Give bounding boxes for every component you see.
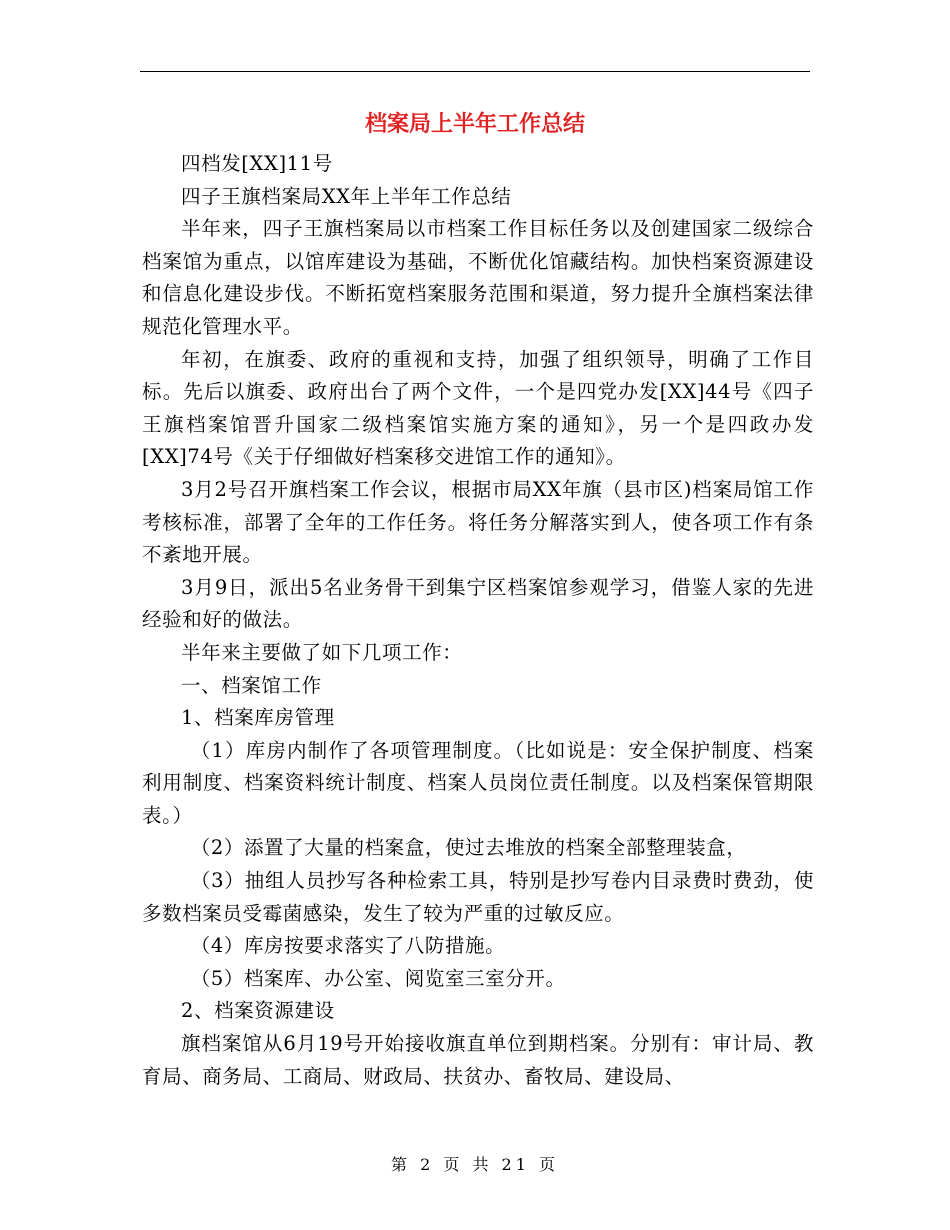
paragraph: 旗档案馆从6月19号开始接收旗直单位到期档案。分别有：审计局、教育局、商务局、工商局、财政局、扶贫办、畜牧局、建设局、 xyxy=(142,1032,814,1088)
section-heading: 一、档案馆工作 xyxy=(181,673,322,697)
list-item: （4）库房按要求落实了八防措施。 xyxy=(190,934,506,958)
subsection-heading: 2、档案资源建设 xyxy=(181,999,335,1023)
list-item: （5）档案库、办公室、阅览室三室分开。 xyxy=(190,966,566,990)
paragraph: 3月9日，派出5名业务骨干到集宁区档案馆参观学习，借鉴人家的先进经验和好的做法。 xyxy=(142,575,814,632)
subsection-heading: 1、档案库房管理 xyxy=(181,706,335,730)
paragraph: 3月2号召开旗档案工作会议，根据市局XX年旗（县市区)档案局馆工作考核标准，部署了全年的工作任务。将任务分解落实到人，使各项工作有条不紊地开展。 xyxy=(142,477,814,567)
document-title: 档案局上半年工作总结 xyxy=(364,112,585,137)
paragraph: 半年来主要做了如下几项工作： xyxy=(181,640,463,664)
page-footer: 第 2 页 共 21 页 xyxy=(391,1155,559,1174)
paragraph: 年初，在旗委、政府的重视和支持，加强了组织领导，明确了工作目标。先后以旗委、政府出台了两个文件，一个是四党办发[XX]44号《四子王旗档案馆晋升国家二级档案馆实施方案的通知》，另一个是四政办发[XX]74号《关于仔细做好档案移交进馆工作的通知》。 xyxy=(142,347,814,469)
document-body xyxy=(142,148,814,1093)
list-item: （2）添置了大量的档案盒，使过去堆放的档案全部整理装盒， xyxy=(190,836,747,860)
list-item: （3）抽组人员抄写各种检索工具，特别是抄写卷内目录费时费劲，使多数档案员受霉菌感染，发生了较为严重的过敏反应。 xyxy=(142,869,814,925)
paragraph: 四子王旗档案局XX年上半年工作总结 xyxy=(181,184,512,208)
list-item: （1）库房内制作了各项管理制度。（比如说是：安全保护制度、档案利用制度、档案资料统计制度、档案人员岗位责任制度。以及档案保管期限表。） xyxy=(142,738,814,827)
paragraph: 四档发[XX]11号 xyxy=(181,152,333,175)
paragraph: 半年来，四子王旗档案局以市档案工作目标任务以及创建国家二级综合档案馆为重点，以馆库建设为基础，不断优化馆藏结构。加快档案资源建设和信息化建设步伐。不断拓宽档案服务范围和渠道，努力提升全旗档案法律规范化管理水平。 xyxy=(142,217,814,338)
header-rule xyxy=(140,71,810,72)
